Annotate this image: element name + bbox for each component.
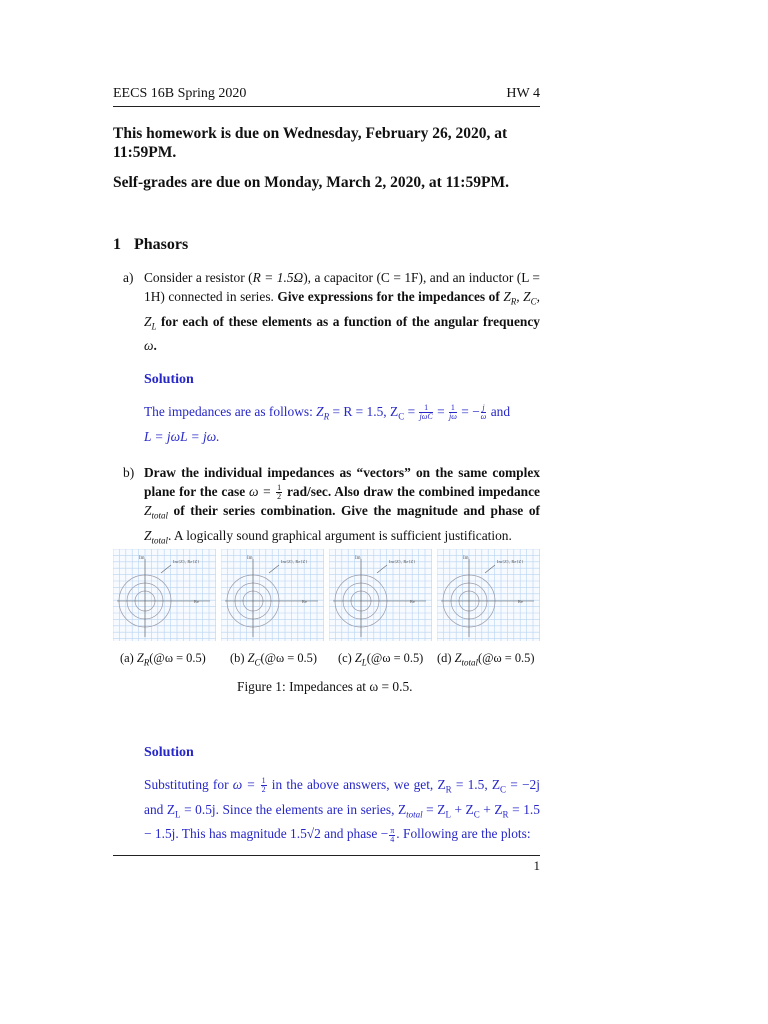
caption-d-label: (d) — [437, 651, 452, 665]
sol-b-pi-frac — [389, 827, 395, 844]
caption-b-z: Z — [247, 651, 255, 665]
sol-a-zc-sub: C — [398, 411, 405, 422]
part-a-text — [144, 268, 540, 355]
caption-b-label: (b) — [230, 651, 245, 665]
complex-plane-d — [437, 549, 540, 641]
caption-c-cond: (@ω = 0.5) — [366, 651, 424, 665]
sol-b-zl-sub2: L — [445, 809, 451, 820]
sol-b-zl-sub: L — [175, 809, 181, 820]
part-b-text — [144, 463, 540, 551]
part-b-ztotal: Z — [144, 503, 152, 519]
part-b-ztotal2: Z — [144, 528, 152, 544]
imag-axis-label: Im — [463, 556, 469, 561]
part-a-t1: Consider a resistor ( — [144, 270, 253, 285]
annotation-label: Im{Z}, Re{Z} — [497, 559, 524, 564]
figure-a-plot — [113, 549, 216, 641]
part-a-period: . — [153, 338, 157, 354]
sol-a-t6: and — [490, 404, 511, 419]
solution-a-heading: Solution — [144, 372, 194, 387]
part-b-b2: rad/sec. Also draw the combined impedance — [286, 484, 540, 499]
annotation-leader — [161, 565, 171, 573]
part-a-zc: , Z — [516, 289, 531, 304]
sol-b-t11: 1.5 − 1.5j. This has magnitude 1.5√2 and phase − — [144, 801, 540, 842]
part-b-half-den: 2 — [277, 492, 282, 502]
sol-a-f1-num: 1 — [419, 404, 432, 413]
solution-b-heading: Solution — [144, 745, 194, 760]
sol-a-frac3 — [481, 404, 487, 421]
sol-b-zc-sub: C — [500, 784, 507, 795]
sol-b-t1: Substituting for — [144, 777, 229, 792]
annotation-label: Im{Z}, Re{Z} — [389, 559, 416, 564]
figure-d-plot — [437, 549, 540, 641]
due-homework: This homework is due on Wednesday, February 26, 2020, at 11:59PM. — [113, 125, 508, 161]
sol-b-zc-sub2: C — [473, 809, 480, 820]
caption-b-cond: (@ω = 0.5) — [260, 651, 317, 665]
part-a-r: R = 1.5Ω — [252, 270, 304, 285]
part-a-t5: ), and an inductor ( — [418, 270, 522, 285]
sol-a-t1: The impedances are as follows: — [144, 404, 313, 419]
imag-axis-label: Im — [355, 556, 361, 561]
part-a-t7: ) connected in series. — [160, 289, 274, 304]
sol-a-t4: = — [437, 404, 445, 419]
part-a-c: C = 1F — [380, 270, 419, 285]
caption-d-z: Z — [454, 651, 462, 665]
part-a-b5: for each of these elements as a function of the angular frequency — [160, 313, 540, 329]
part-a-label: a) — [123, 270, 134, 285]
sol-b-t13: plots: — [500, 826, 531, 842]
sol-a-f1-den: jωC — [419, 412, 433, 422]
page-number: 1 — [533, 858, 540, 873]
solution-b-text — [144, 775, 540, 844]
caption-c-sub: L — [361, 657, 367, 668]
sol-a-zr-sub: R — [323, 411, 330, 422]
part-a-zl: , Z — [144, 289, 540, 329]
sol-a-z: Z — [316, 404, 324, 419]
part-a-zr-sub: R — [510, 296, 517, 307]
caption-a-z: Z — [136, 651, 144, 665]
complex-plane-a — [113, 549, 216, 641]
sol-a-t3: = — [407, 404, 416, 419]
part-a-t3: ), a capacitor ( — [303, 270, 381, 285]
part-a-zc-sub: C — [530, 296, 537, 307]
caption-a-cond: (@ω = 0.5) — [149, 651, 206, 665]
sol-b-t10: = — [512, 801, 520, 817]
sol-b-half-num: 1 — [261, 776, 266, 786]
complex-plane-c — [329, 549, 432, 641]
part-b-label: b) — [123, 465, 135, 480]
real-axis-label: Re — [194, 599, 199, 604]
sol-b-t2: in the above answers, we get, Z — [271, 777, 446, 792]
imag-axis-label: Im — [247, 556, 253, 561]
solution-a-text — [144, 402, 540, 446]
sol-b-t7: = Z — [426, 801, 446, 817]
section-number: 1 — [113, 236, 121, 253]
caption-d-cond: (@ω = 0.5) — [477, 651, 535, 665]
part-a-zr: Z — [503, 289, 511, 304]
complex-plane-b — [221, 549, 324, 641]
sol-b-pi-num: π — [390, 825, 395, 835]
sol-a-t5: = − — [461, 404, 480, 419]
annotation-label: Im{Z}, Re{Z} — [173, 559, 200, 564]
caption-d-sub: total — [461, 657, 478, 668]
sol-b-half — [261, 777, 267, 794]
part-a-b1: Give expressions for the impedances of — [277, 289, 500, 304]
part-a-l: L = 1H — [144, 270, 540, 304]
footer-rule — [113, 855, 540, 856]
real-axis-label: Re — [302, 599, 307, 604]
caption-c-z: Z — [354, 651, 362, 665]
sol-a-t2: = R = 1.5, Z — [332, 404, 399, 419]
sol-b-t3: = 1.5, Z — [455, 777, 501, 792]
part-a-zl-sub: L — [151, 321, 157, 332]
sol-a-f2-den: jω — [448, 412, 457, 422]
sol-b-t5: and Z — [144, 801, 176, 817]
sol-b-t4: = −2j — [510, 777, 540, 792]
sol-a-frac1 — [419, 404, 432, 421]
sol-b-zr-sub2: R — [502, 809, 509, 820]
header-hw: HW 4 — [506, 86, 540, 101]
part-b-ztotal2-sub: total — [151, 535, 168, 546]
real-axis-label: Re — [518, 599, 523, 604]
sol-a-f3-den: ω — [480, 412, 487, 422]
caption-c — [338, 651, 423, 667]
sol-b-total-sub: total — [406, 809, 423, 820]
sol-b-omega: ω = — [232, 777, 256, 792]
caption-a-label: (a) — [120, 651, 134, 665]
sol-b-t12: . Following are the — [396, 826, 498, 842]
part-b-t1: . A logically sound graphical argument is sufficient justification. — [167, 528, 512, 544]
sol-b-t8: + Z — [454, 801, 474, 817]
annotation-leader — [377, 565, 387, 573]
caption-a-sub: R — [143, 657, 150, 668]
sol-a-frac2 — [449, 404, 457, 421]
sol-b-pi-den: 4 — [390, 834, 395, 844]
part-b-half-num: 1 — [277, 483, 282, 493]
sol-b-t6: = 0.5j. Since the elements are in series, Z — [184, 801, 407, 817]
annotation-leader — [269, 565, 279, 573]
figure-c-plot — [329, 549, 432, 641]
caption-a — [120, 651, 206, 667]
sol-a-f2-num: 1 — [450, 403, 455, 413]
header-course: EECS 16B Spring 2020 — [113, 86, 247, 101]
part-b-omega: ω = — [249, 484, 272, 499]
due-selfgrades: Self-grades are due on Monday, March 2, 2020, at 11:59PM. — [113, 174, 509, 191]
part-b-ztotal-sub: total — [151, 511, 168, 522]
caption-d — [437, 651, 534, 667]
real-axis-label: Re — [410, 599, 415, 604]
figure-caption: Figure 1: Impedances at ω = 0.5. — [237, 679, 413, 694]
section-title: Phasors — [134, 236, 189, 253]
imag-axis-label: Im — [139, 556, 145, 561]
part-a-omega: ω — [144, 338, 154, 354]
caption-b-sub: C — [254, 657, 261, 668]
annotation-leader — [485, 565, 495, 573]
caption-c-label: (c) — [338, 651, 352, 665]
caption-b — [230, 651, 317, 667]
figure-b-plot — [221, 549, 324, 641]
header-rule — [113, 106, 540, 107]
sol-a-f3-num: j — [482, 403, 485, 413]
sol-b-half-den: 2 — [261, 785, 266, 795]
sol-b-t9: + Z — [483, 801, 503, 817]
part-b-half — [276, 484, 282, 501]
annotation-label: Im{Z}, Re{Z} — [281, 559, 308, 564]
part-b-b1: Draw the individual impedances as “vectors” on the same complex plane for the case — [144, 465, 540, 499]
part-b-b3: of their series combination. Give the magnitude and phase of — [173, 503, 540, 519]
sol-a-t7: L = jωL = jω. — [144, 428, 220, 444]
sol-b-zr-sub: R — [445, 784, 452, 795]
